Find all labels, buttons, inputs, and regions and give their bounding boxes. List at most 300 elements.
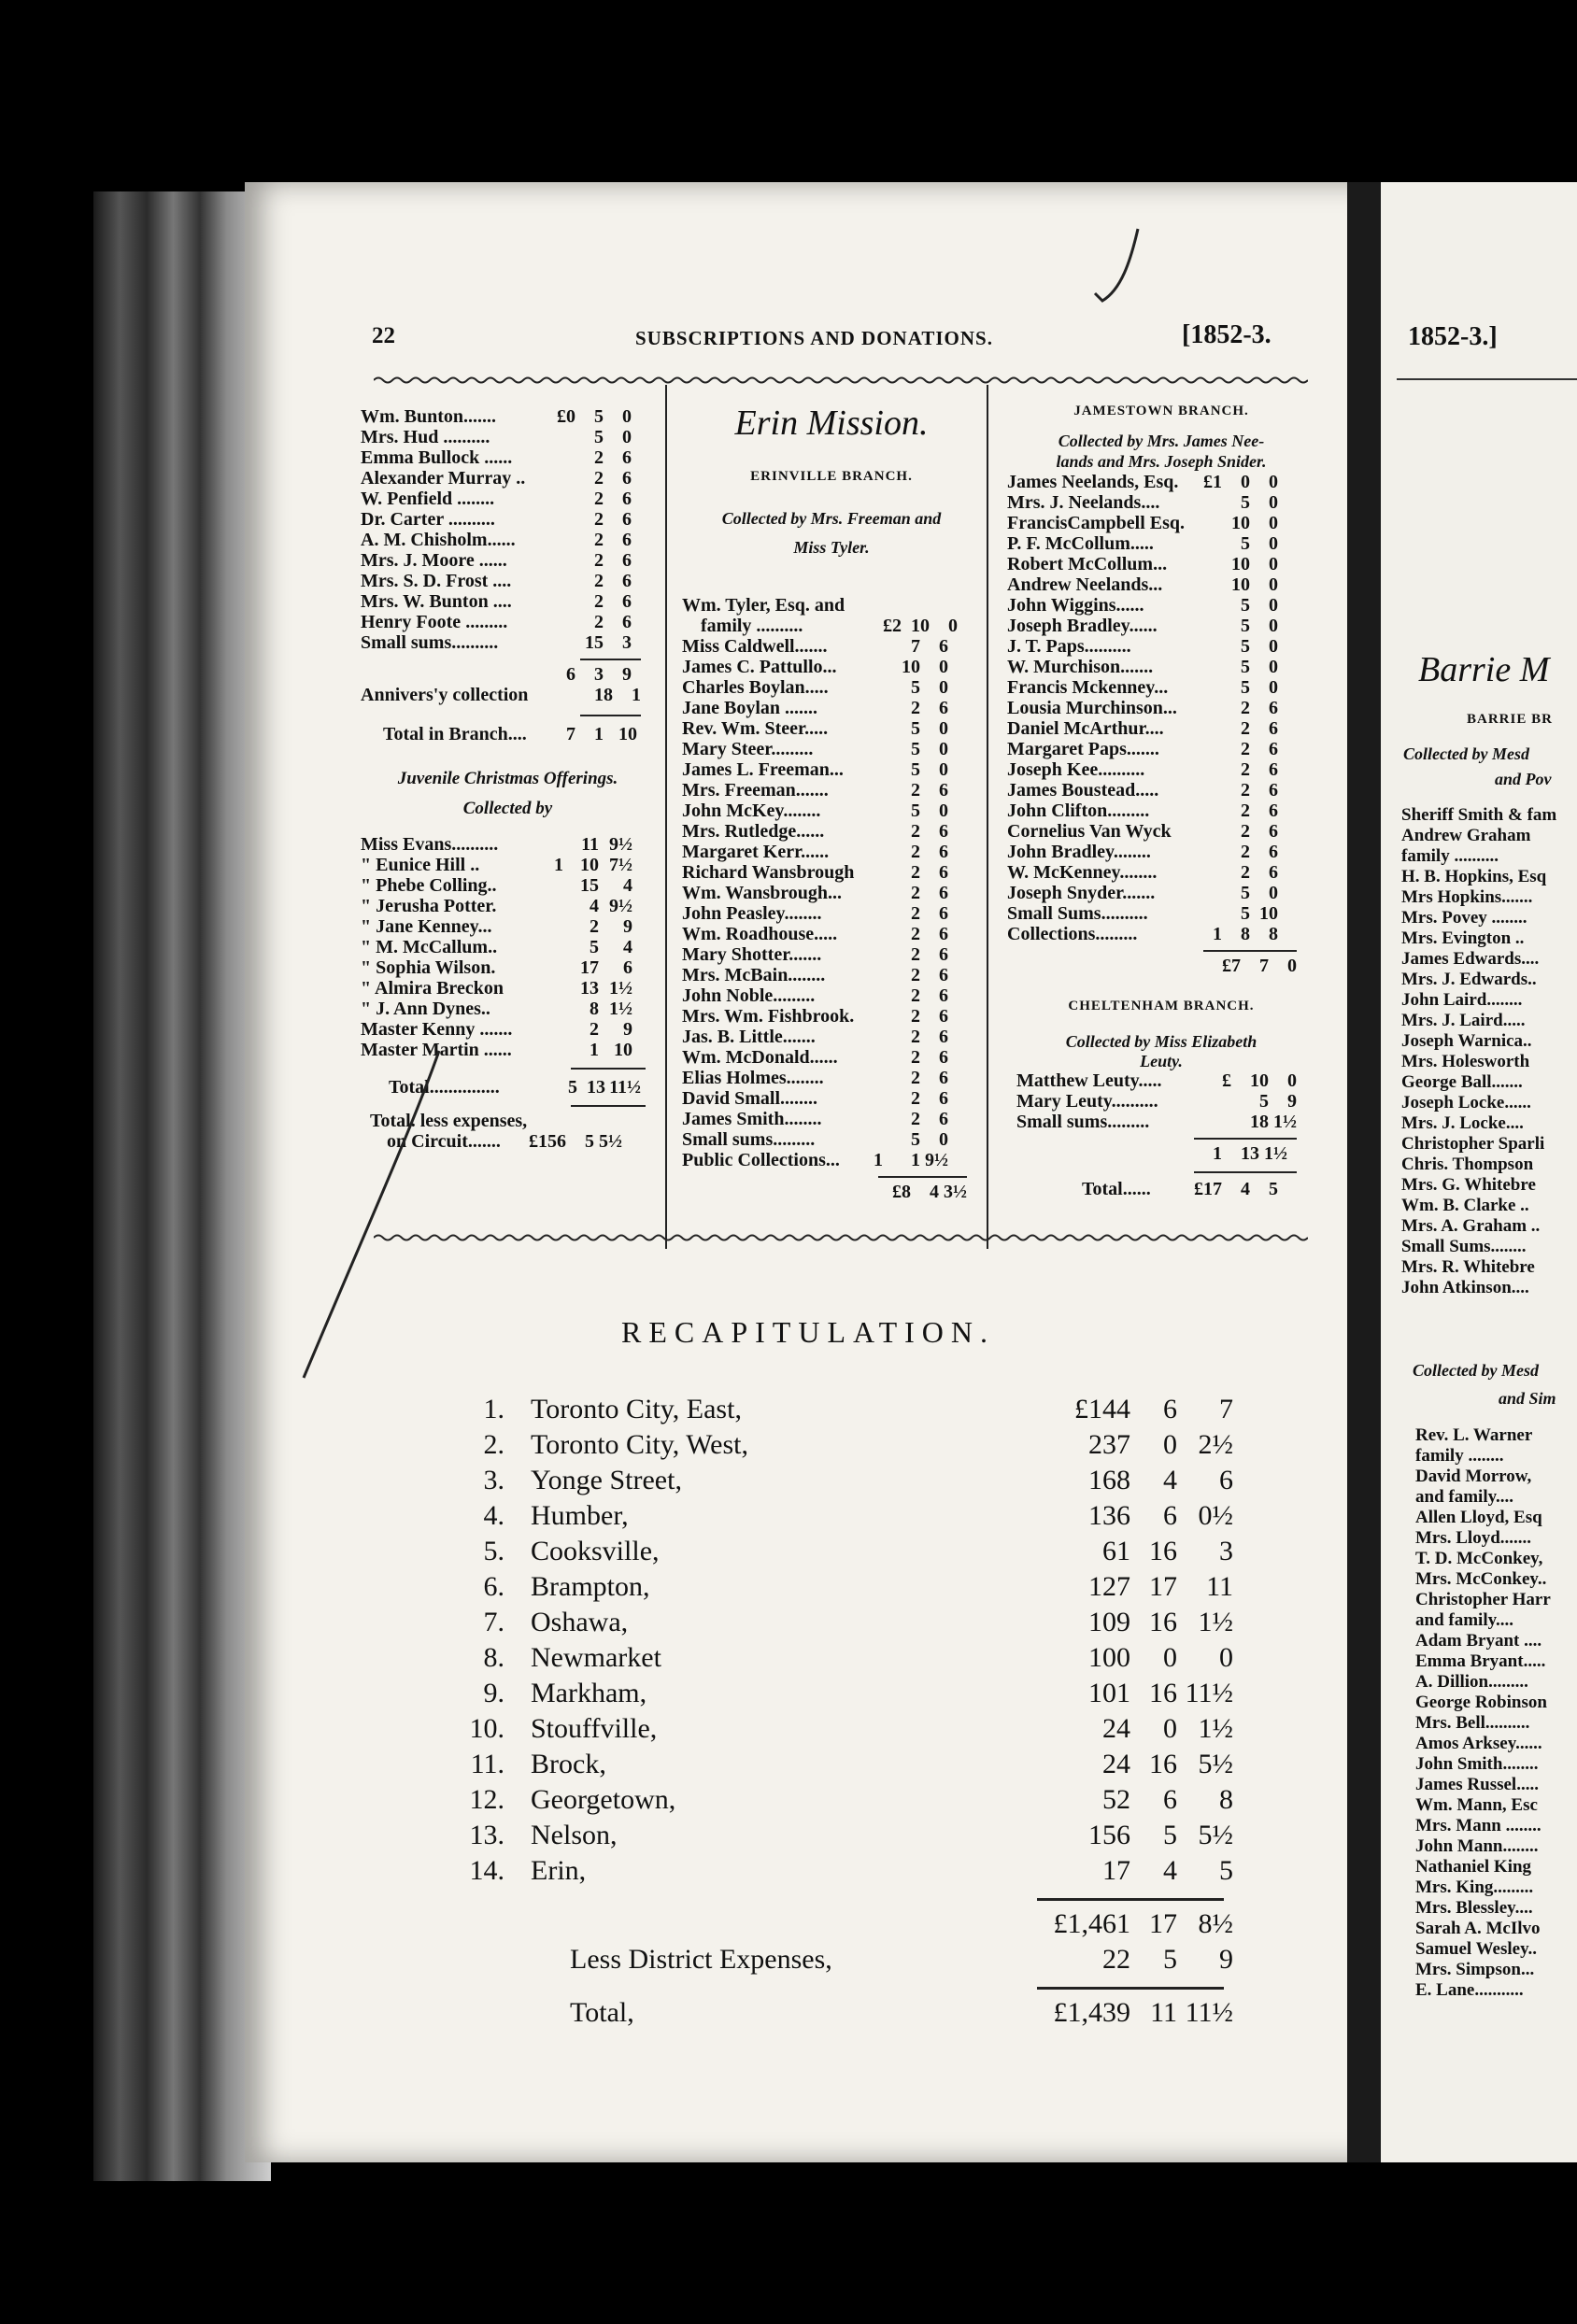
- amount: [538, 427, 575, 447]
- list-item: [682, 718, 981, 739]
- entry-name: " Jerusha Potter.: [361, 896, 497, 916]
- erin-subscriber-list: [682, 636, 981, 1170]
- juvenile-collected-by: Collected by: [462, 799, 553, 818]
- amount: 2: [911, 883, 920, 903]
- recap-row: [439, 1782, 1252, 1818]
- amount: 1½: [1273, 1112, 1297, 1132]
- recap-row: [439, 1640, 1252, 1676]
- amount: [1199, 718, 1222, 739]
- amount: [1199, 657, 1222, 677]
- amount: [1199, 739, 1222, 759]
- recap-place: Nelson,: [531, 1820, 618, 1850]
- amount: 18: [1250, 1112, 1269, 1132]
- list-item: John Laird........: [1401, 990, 1523, 1010]
- recap-place: Newmarket: [531, 1642, 661, 1673]
- recap-number: 10.: [469, 1713, 504, 1744]
- list-item: Chris. Thompson: [1401, 1155, 1534, 1174]
- amount: 1: [632, 685, 641, 705]
- amount: 9: [1287, 1091, 1297, 1112]
- amount: 6: [939, 1006, 948, 1027]
- recap-row: [439, 1747, 1252, 1782]
- recap-number: 8.: [483, 1642, 504, 1673]
- list-item: Mrs. J. Laird.....: [1401, 1011, 1526, 1030]
- col3-rule: [1203, 950, 1297, 952]
- recap-number: 5.: [483, 1536, 504, 1566]
- amount: 8: [1269, 924, 1278, 944]
- amount: £17: [1194, 1179, 1222, 1199]
- entry-name: John Wiggins......: [1007, 595, 1144, 616]
- amount: 5: [568, 1077, 577, 1098]
- entry-name: Mary Shotter.......: [682, 944, 822, 965]
- entry-name: Richard Wansbrough: [682, 862, 855, 883]
- jamestown-subscriber-list: [1007, 472, 1315, 944]
- amount: 1½: [1198, 1607, 1233, 1637]
- recap-row: [439, 1534, 1252, 1569]
- amount: 5: [1241, 492, 1250, 513]
- amount: 5: [590, 937, 599, 957]
- amount: 6: [1163, 1784, 1177, 1815]
- amount: 2: [1241, 842, 1250, 862]
- erin-first-row-cont: [682, 616, 981, 636]
- recap-rule: [1037, 1898, 1224, 1901]
- amount: 4: [623, 875, 632, 896]
- entry-name: Henry Foote .........: [361, 612, 508, 632]
- amount: 7½: [609, 855, 632, 875]
- list-item: Mrs. R. Whitebre: [1401, 1257, 1535, 1277]
- amount: 2: [594, 489, 604, 509]
- list-item: [361, 509, 655, 530]
- right-page-year: 1852-3.]: [1408, 322, 1498, 351]
- amount: [864, 636, 883, 657]
- amount: 1½: [609, 999, 632, 1019]
- entry-name: James L. Freeman...: [682, 759, 844, 780]
- list-item: [1007, 862, 1315, 883]
- amount: [864, 677, 883, 698]
- amount: 5: [1269, 1179, 1278, 1199]
- list-item: Joseph Warnica..: [1401, 1031, 1532, 1051]
- list-item: Mrs. Holesworth: [1401, 1052, 1530, 1071]
- list-item: [361, 550, 655, 571]
- entry-name: James C. Pattullo...: [682, 657, 837, 677]
- list-item: [361, 406, 655, 427]
- amount: 5: [911, 677, 920, 698]
- list-item: Mrs. McConkey..: [1415, 1569, 1547, 1589]
- entry-name: " J. Ann Dynes..: [361, 999, 490, 1019]
- amount: 7: [1219, 1394, 1233, 1424]
- amount: 2: [594, 571, 604, 591]
- amount: 6: [939, 965, 948, 985]
- amount: 0: [1269, 616, 1278, 636]
- entry-name: Mrs. McBain........: [682, 965, 826, 985]
- amount: 0: [939, 801, 948, 821]
- amount: 5: [911, 801, 920, 821]
- entry-name: on Circuit.......: [387, 1131, 501, 1152]
- amount: 17: [1149, 1908, 1177, 1939]
- entry-name: Small sums..........: [361, 632, 499, 653]
- amount: 5: [1241, 657, 1250, 677]
- entry-name: " Phebe Colling..: [361, 875, 497, 896]
- entry-name: Total. less expenses,: [370, 1111, 528, 1131]
- amount: [533, 875, 563, 896]
- amount: 6: [623, 957, 632, 978]
- amount: 0: [948, 616, 958, 636]
- list-item: [361, 957, 655, 978]
- amount: [864, 903, 883, 924]
- entry-name: Annivers'y collection: [361, 685, 529, 705]
- amount: 15: [585, 632, 604, 653]
- list-item: [682, 862, 981, 883]
- amount: 0: [939, 657, 948, 677]
- amount: 0: [1269, 574, 1278, 595]
- col1-juvenile-list: [361, 834, 655, 1060]
- column-divider-1: [665, 385, 667, 1249]
- list-item: and family....: [1415, 1610, 1514, 1630]
- amount: 8½: [1198, 1908, 1233, 1939]
- entry-name: John Clifton.........: [1007, 801, 1150, 821]
- amount: 10: [1231, 574, 1250, 595]
- amount: 10: [580, 855, 599, 875]
- right-collected-3: Collected by Mesd: [1413, 1361, 1539, 1380]
- amount: 3½: [944, 1182, 967, 1202]
- page-number: 22: [372, 323, 395, 348]
- amount: 24: [1102, 1749, 1130, 1779]
- amount: [1199, 636, 1222, 657]
- amount: 5½: [599, 1131, 622, 1152]
- amount: 6: [622, 591, 632, 612]
- erin-collected-line-2: Miss Tyler.: [793, 538, 870, 557]
- entry-name: " Almira Breckon: [361, 978, 504, 999]
- amount: 0: [1269, 595, 1278, 616]
- amount: 17: [1102, 1855, 1130, 1886]
- amount: 6: [1269, 862, 1278, 883]
- amount: 13: [587, 1077, 605, 1098]
- list-item: [361, 916, 655, 937]
- entry-name: John Noble.........: [682, 985, 816, 1006]
- jamestown-collected-2: lands and Mrs. Joseph Snider.: [1056, 452, 1267, 471]
- erin-total-row: [682, 1182, 981, 1202]
- entry-name: Francis Mckenney...: [1007, 677, 1169, 698]
- jamestown-branch: JAMESTOWN BRANCH.: [1073, 404, 1249, 418]
- amount: 2: [590, 916, 599, 937]
- col1-branch-total-row: [361, 724, 655, 744]
- amount: [533, 834, 563, 855]
- amount: 0: [939, 1129, 948, 1150]
- amount: 18: [594, 685, 613, 705]
- list-item: Mrs. Blessley....: [1415, 1898, 1533, 1918]
- list-item: Adam Bryant ....: [1415, 1631, 1542, 1651]
- amount: 6: [939, 1068, 948, 1088]
- list-item: Wm. Mann, Esc: [1415, 1795, 1538, 1815]
- cheltenham-collected-1: Collected by Miss Elizabeth: [1065, 1032, 1257, 1051]
- amount: 6: [1269, 739, 1278, 759]
- amount: 2: [911, 842, 920, 862]
- amount: 6: [1163, 1394, 1177, 1424]
- recap-row: [439, 1392, 1252, 1427]
- amount: [1199, 554, 1222, 574]
- amount: 2: [594, 612, 604, 632]
- recap-number: 4.: [483, 1500, 504, 1531]
- entry-name: " Sophia Wilson.: [361, 957, 496, 978]
- right-mission-title: Barrie M: [1418, 650, 1550, 689]
- amount: 0: [1269, 472, 1278, 492]
- entry-name: Andrew Neelands...: [1007, 574, 1163, 595]
- amount: 2: [911, 1068, 920, 1088]
- amount: 5: [1241, 677, 1250, 698]
- list-item: [1007, 698, 1315, 718]
- amount: 237: [1088, 1429, 1130, 1460]
- list-item: [361, 632, 655, 653]
- amount: 5: [1241, 903, 1250, 924]
- entry-name: Mrs. W. Bunton ....: [361, 591, 512, 612]
- entry-name: John Bradley........: [1007, 842, 1151, 862]
- list-item: [361, 489, 655, 509]
- amount: 0: [1269, 883, 1278, 903]
- amount: 2: [911, 903, 920, 924]
- book-gutter: [1347, 182, 1381, 2162]
- cheltenham-subtotal-row: [1007, 1143, 1315, 1164]
- amount: [1199, 677, 1222, 698]
- amount: [1199, 492, 1222, 513]
- list-item: [682, 1006, 981, 1027]
- recap-row: [439, 1711, 1252, 1747]
- amount: 5: [1241, 533, 1250, 554]
- entry-name: Daniel McArthur....: [1007, 718, 1164, 739]
- amount: 5: [1241, 616, 1250, 636]
- recap-place: Stouffville,: [531, 1713, 658, 1744]
- list-item: John Atkinson....: [1401, 1278, 1529, 1297]
- column-2: [682, 400, 981, 1202]
- header-rule: [374, 376, 1308, 385]
- entry-name: Mrs. Freeman.......: [682, 780, 829, 801]
- amount: £144: [1074, 1394, 1130, 1424]
- list-item: [682, 1150, 981, 1170]
- amount: 0: [939, 739, 948, 759]
- entry-name: Mary Steer.........: [682, 739, 814, 759]
- amount: [864, 1088, 883, 1109]
- list-item: Mrs. J. Edwards..: [1401, 970, 1537, 989]
- entry-name: " M. McCallum..: [361, 937, 498, 957]
- list-item: James Edwards....: [1401, 949, 1540, 969]
- list-item: [1007, 533, 1315, 554]
- amount: 9½: [609, 896, 632, 916]
- amount: [538, 591, 575, 612]
- list-item: David Morrow,: [1415, 1467, 1532, 1486]
- amount: 2: [1241, 862, 1250, 883]
- amount: 6: [939, 883, 948, 903]
- amount: 6: [1269, 821, 1278, 842]
- entry-name: W. Penfield ........: [361, 489, 495, 509]
- amount: 6: [939, 842, 948, 862]
- entry-name: " Jane Kenney...: [361, 916, 492, 937]
- amount: [864, 1109, 883, 1129]
- amount: [1199, 780, 1222, 801]
- entry-name: Mrs. Rutledge......: [682, 821, 825, 842]
- recap-place: Cooksville,: [531, 1536, 660, 1566]
- entry-name: Jane Boylan .......: [682, 698, 818, 718]
- list-item: [361, 855, 655, 875]
- amount: [864, 821, 883, 842]
- amount: 10: [1250, 1070, 1269, 1091]
- amount: 5½: [1198, 1820, 1233, 1850]
- amount: 10: [614, 1040, 632, 1060]
- entry-name: Lousia Murchinson...: [1007, 698, 1177, 718]
- amount: 0: [1269, 554, 1278, 574]
- amount: 156: [1088, 1820, 1130, 1850]
- amount: 6: [939, 862, 948, 883]
- entry-name: Dr. Carter ..........: [361, 509, 495, 530]
- amount: 2: [594, 447, 604, 468]
- right-collected-1: Collected by Mesd: [1403, 744, 1529, 763]
- entry-name: Joseph Bradley......: [1007, 616, 1158, 636]
- list-item: [361, 978, 655, 999]
- amount: 0: [1163, 1429, 1177, 1460]
- amount: 109: [1088, 1607, 1130, 1637]
- entry-name: Total,: [570, 1997, 634, 2028]
- entry-name: John Peasley........: [682, 903, 822, 924]
- list-item: [682, 698, 981, 718]
- amount: 6: [939, 1109, 948, 1129]
- amount: £156: [529, 1131, 566, 1152]
- amount: 1½: [1264, 1143, 1287, 1164]
- amount: 6: [622, 468, 632, 489]
- list-item: [361, 612, 655, 632]
- list-item: [1007, 842, 1315, 862]
- entry-name: Total......: [1082, 1179, 1151, 1199]
- entry-name: FrancisCampbell Esq.: [1007, 513, 1186, 533]
- list-item: Mrs. Mann ........: [1415, 1816, 1541, 1835]
- amount: [538, 571, 575, 591]
- list-item: [682, 842, 981, 862]
- list-item: [361, 427, 655, 447]
- list-item: Mrs. King.........: [1415, 1878, 1534, 1897]
- amount: 3: [1219, 1536, 1233, 1566]
- list-item: Amos Arksey......: [1415, 1734, 1542, 1753]
- cheltenham-branch: CHELTENHAM BRANCH.: [1068, 999, 1255, 1013]
- amount: 0: [1269, 533, 1278, 554]
- cheltenham-collected-2: Leuty.: [1140, 1052, 1183, 1070]
- entry-name: " Eunice Hill ..: [361, 855, 480, 875]
- entry-name: Cornelius Van Wyck: [1007, 821, 1172, 842]
- entry-name: Small sums.........: [1016, 1112, 1150, 1132]
- list-item: [1007, 903, 1315, 924]
- entry-name: P. F. McCollum.....: [1007, 533, 1154, 554]
- list-item: H. B. Hopkins, Esq: [1401, 867, 1547, 886]
- list-item: Mrs. Povey ........: [1401, 908, 1527, 928]
- list-item: [1007, 636, 1315, 657]
- right-subscriber-list-2: [1415, 1425, 1577, 2001]
- list-item: Sarah A. McIlvo: [1415, 1919, 1541, 1938]
- amount: [864, 780, 883, 801]
- entry-name: Mrs. J. Moore ......: [361, 550, 507, 571]
- amount: [864, 1027, 883, 1047]
- amount: 0: [1269, 513, 1278, 533]
- list-item: [682, 657, 981, 677]
- list-item: Sheriff Smith & fam: [1401, 805, 1557, 825]
- recap-sum-row: [439, 1906, 1252, 1942]
- columns-bottom-rule: [374, 1233, 1308, 1242]
- amount: 2: [594, 591, 604, 612]
- entry-name: Mary Leuty..........: [1016, 1091, 1158, 1112]
- recap-number: 3.: [483, 1465, 504, 1495]
- amount: 5: [1241, 595, 1250, 616]
- amount: 168: [1088, 1465, 1130, 1495]
- list-item: Mrs. Simpson...: [1415, 1960, 1535, 1979]
- list-item: [361, 1019, 655, 1040]
- amount: 136: [1088, 1500, 1130, 1531]
- list-item: [361, 834, 655, 855]
- amount: 2: [594, 468, 604, 489]
- erin-mission-title: Erin Mission.: [734, 404, 929, 443]
- entry-name: Charles Boylan.....: [682, 677, 829, 698]
- grand-total-row: [1007, 1179, 1315, 1199]
- list-item: [1007, 616, 1315, 636]
- amount: 1: [554, 855, 563, 875]
- col3-rule: [1194, 1171, 1297, 1173]
- amount: 5: [911, 718, 920, 739]
- amount: 8: [590, 999, 599, 1019]
- amount: [1199, 842, 1222, 862]
- amount: 0: [1269, 677, 1278, 698]
- amount: 7: [911, 636, 920, 657]
- amount: 1: [594, 724, 604, 744]
- amount: 6: [1269, 801, 1278, 821]
- list-item: Samuel Wesley..: [1415, 1939, 1538, 1959]
- recap-row: [439, 1853, 1252, 1889]
- recap-row: [439, 1676, 1252, 1711]
- list-item: [361, 468, 655, 489]
- recap-number: 12.: [469, 1784, 504, 1815]
- amount: [1199, 616, 1222, 636]
- recap-total-row: [439, 1995, 1252, 2031]
- amount: 3: [622, 632, 632, 653]
- entry-name: Total...............: [389, 1077, 500, 1098]
- amount: [533, 896, 563, 916]
- amount: 1: [874, 1150, 883, 1170]
- right-branch: BARRIE BR: [1467, 712, 1553, 727]
- recap-place: Erin,: [531, 1855, 587, 1886]
- column-3: [1007, 404, 1315, 1199]
- amount: 2: [594, 530, 604, 550]
- list-item: Small Sums........: [1401, 1237, 1527, 1256]
- list-item: [682, 1088, 981, 1109]
- col3-rule: [1194, 1138, 1297, 1140]
- amount: 2: [1241, 759, 1250, 780]
- amount: 61: [1102, 1536, 1130, 1566]
- entry-name: John McKey........: [682, 801, 821, 821]
- list-item: Mrs. J. Locke....: [1401, 1113, 1524, 1133]
- list-item: [682, 821, 981, 842]
- amount: [538, 550, 575, 571]
- amount: 11½: [1185, 1678, 1233, 1708]
- amount: 4: [1163, 1465, 1177, 1495]
- amount: [1199, 821, 1222, 842]
- amount: 6: [939, 985, 948, 1006]
- list-item: [361, 937, 655, 957]
- entry-name: Less District Expenses,: [570, 1944, 832, 1975]
- list-item: Nathaniel King: [1415, 1857, 1532, 1877]
- list-item: [682, 636, 981, 657]
- amount: 11: [581, 834, 599, 855]
- amount: 0: [1269, 657, 1278, 677]
- col1-rule: [580, 715, 641, 716]
- amount: £1,439: [1053, 1997, 1130, 2028]
- amount: [1199, 513, 1222, 533]
- list-item: Andrew Graham: [1401, 826, 1531, 845]
- recap-less-row: [439, 1942, 1252, 1977]
- list-item: [1007, 574, 1315, 595]
- amount: 4: [623, 937, 632, 957]
- list-item: John Mann........: [1415, 1836, 1539, 1856]
